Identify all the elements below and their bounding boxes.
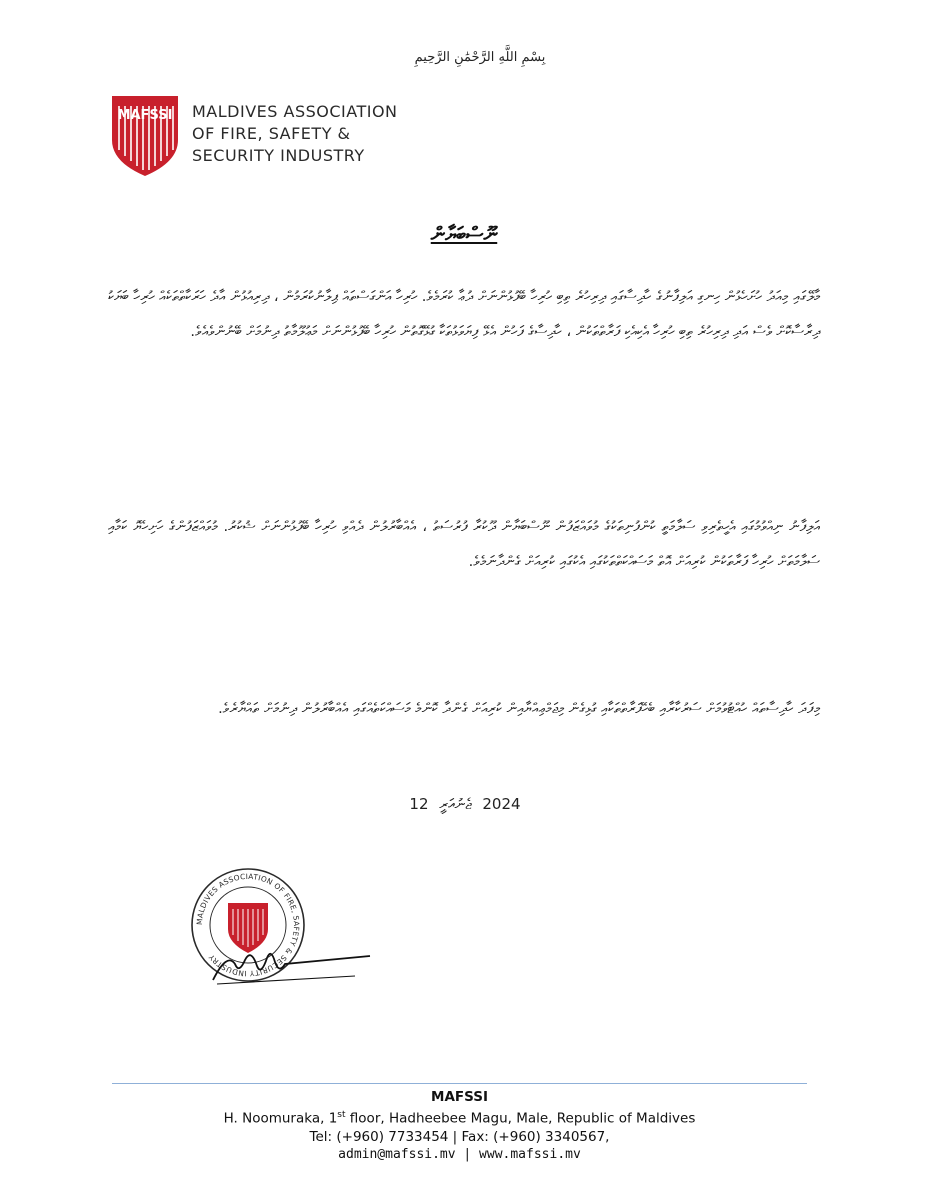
document-date [370,795,560,813]
stamp-ring-text: MALDIVES ASSOCIATION OF FIRE, SAFETY & SECURITY INDUSTRY [194,871,302,979]
org-name-line-3: SECURITY INDUSTRY [192,146,365,165]
logo-text: MAFSSI [117,108,173,123]
footer [112,1088,807,1164]
date-day: 12 [409,795,429,813]
body-paragraph-1: މާލޭގައި މިއަދު ހުށަހެޅުން ހިނގި އަލިފާނުގެ ހާދިސާގައި ދިރިހުރެ ތިބި ހުރިހާ ބޭފުޅުންނަށް ދުޢާ ކުރަމެވެ. ހުރިހާ އަންގަސްތައް ޕިލާނުކުރަމުން ، ދިރިއުޅުން އާދެ ހަރަކާތްތަކެއް ހުރިހާ ބަޔަކު ދިރާސާކޮށް ވެސް އަދި ދިރިހުރެ ތިބި ހުރިހާ އެކިއެކި ފަރާތްތަކުން ، ހާދިސާގެ ފަހުން އެޅޭ ފިޔަވަޅުތަކާ ގުޅޭގޮތުން ހުރިހާ ބޭފުޅުންނަށް މަޢުލޫމާތު ދިނުމަށް ބޭނުންވެއެވެ. [108,289,820,340]
footer-contact: Tel: (+960) 7733454 | Fax: (+960) 3340567, [309,1128,610,1145]
mafssi-shield-logo [108,92,182,178]
org-name-line-1: MALDIVES ASSOCIATION [192,102,398,121]
date-year: 2024 [482,795,521,813]
body-paragraph-2: އަލިފާނު ނިއްވުމުގައި އެހީތެރިވި ސަލާމަތީ ކުންފުނިތަކުގެ މުވައްޒަފުން ނޫސްބަޔާން ދޫކުރާ ފުރުސަތު ، އެއްބާރުލުން ދެއްވި ހުރިހާ ބޭފުޅުންނަށް ޝުކުރު. މުވައްޒަފުންގެ ހަށިހެޔޮ ކަމާއި ސަލާމަތަށް ހުރިހާ ފަރާތަކުން ކުރިއަށް އޮތް މަސައްކަތްތަކުގައި އެކުގައި ކުރިއަށް ގެންދާނަމެވެ. [108,519,820,570]
footer-address [112,1106,807,1128]
footer-org: MAFSSI [431,1089,488,1105]
footer-address-end: floor, Hadheebee Magu, Male, Republic of Maldives [345,1110,696,1127]
org-name [192,101,398,167]
body-paragraph-3: މިފަދަ ހާދިސާތައް ހުއްޓުވުމަށް ސަރުކާރާއި ބެހޭފަރާތްތަކާއި ގުޅިގެން މިޖަމްޢިއްޔާއިން ކުރިއަށް ގެންދާ ކޮންމެ މަސައްކަތެއްގައި އެއްބާރުލުން ދިނުމަށް ތައްޔާރެވެ. [218,701,820,717]
footer-email-web: admin@mafssi.mv | www.mafssi.mv [338,1146,581,1162]
org-name-line-2: OF FIRE, SAFETY & [192,124,351,143]
footer-divider [112,1083,807,1084]
signature [205,930,375,990]
document-title: ނޫސްބަޔާން [430,222,498,246]
bismillah-heading: بِسْمِ اللَّهِ الرَّحْمَٰنِ الرَّحِيمِ [414,50,546,65]
footer-address-start: H. Noomuraka, 1 [223,1110,338,1127]
date-month: ޖެނުއަރީ [439,795,472,813]
footer-address-sup: st [337,1110,346,1120]
